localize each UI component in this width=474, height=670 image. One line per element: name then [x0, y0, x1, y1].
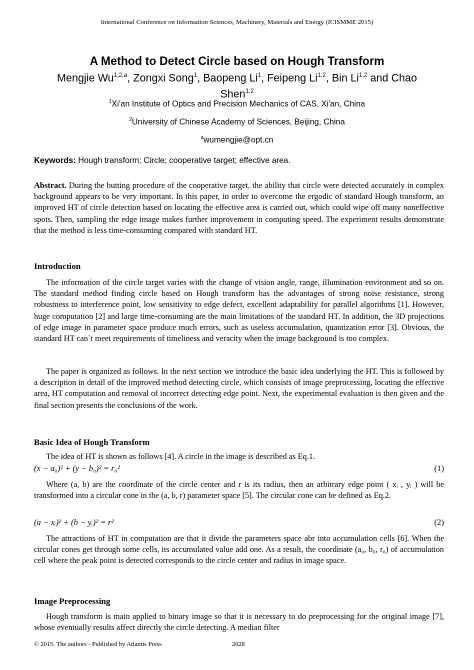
basic-idea-paragraph-2: Where (a, b) are the coordinate of the circle center and r is its radius, then an arbitrary edge point ( xᵢ , yᵢ ) will be transformed into a circular cone in the (a, b, r) parameter space [5]. The circular cone can be defined as Eq.2. [34, 480, 444, 501]
keywords [34, 156, 444, 165]
affiliation-text: Xi'an Institute of Optics and Precision Mechanics of CAS, Xi'an, China [111, 99, 366, 109]
author-sup: 1,2 [317, 73, 326, 79]
section-heading-image-preprocessing: Image Preprocessing [34, 596, 111, 606]
author-name: Baopeng Li [203, 72, 258, 85]
section-heading-introduction: Introduction [34, 261, 81, 271]
author-sup: 1 [193, 73, 198, 79]
author-separator: , [325, 72, 332, 85]
equation-1 [34, 464, 444, 476]
author-sup: 1 [257, 73, 262, 79]
equation-2 [34, 518, 444, 530]
basic-idea-paragraph-3: The attractions of HT in computation are that it divide the parameters space abr into accumulation cells [6]. When the circular cones get through some cells, its accumulated value add one. As a result, the coordinate (a₀, b₀, r₀) of accumulation cell where the peak point is detected corresponds to the circle center and radius in image space. [34, 534, 444, 566]
preprocessing-paragraph-1: Hough transform is main applied to binary image so that it is necessary to do preprocessing for the original image [7], whose eventually results affect directly the circle detecting. A median filter [34, 612, 444, 633]
footer-page-number: 2028 [232, 641, 245, 648]
affiliation-1 [0, 99, 474, 109]
equation-2-formula: (a − xᵢ)² + (b − yᵢ)² = r² [34, 518, 114, 527]
author-email [0, 135, 474, 145]
keywords-label: Keywords: [34, 156, 76, 165]
footer-copyright: © 2015. The authors - Published by Atlantis Press [34, 641, 162, 648]
abstract-text: During the butting procedure of the cooperative target, the ability that circle were detected accurately in complex background appears to be very important. In this paper, in order to overcome the ergodic of standard Hough transform, an improved HT of circle detection based on locating the effective area is carried out, which could wipe off many noneffective spots. Then, sampling the edge image makes further improvement in computing speed. The experiment results demonstrate that the method is less time-consuming compared with standard HT. [34, 181, 444, 235]
author-name: Bin Li [331, 72, 359, 85]
author-separator: , [127, 72, 134, 85]
section-heading-basic-idea: Basic Idea of Hough Transform [34, 437, 150, 447]
author-list [40, 70, 434, 101]
affiliation-text: University of Chinese Academy of Sciences, Beijing, China [131, 117, 345, 127]
introduction-paragraph-2: The paper is organized as follows. In the next section we introduce the basic idea underlying the HT. This is followed by a description in detail of the improved method detecting circle, which consists of image preprocessing, locating the effective area, HT computation and removal of incorrect detecting edge point. Next, the experimental evaluation is then given and the final section presents the conclusions of the work. [34, 367, 444, 410]
author-sup: 1,2,a [113, 73, 128, 79]
affiliation-2 [0, 117, 474, 127]
equation-1-number: (1) [434, 464, 444, 473]
equation-2-number: (2) [434, 518, 444, 527]
introduction-paragraph-1: The information of the circle target varies with the change of vision angle, range, illumination environment and so on. The standard method finding circle based on Hough transform has the advantages of strong noise resistance, strong robustness to interference point, low sensitivity to edge defect, excellent adaptability for parallel algorithms [1]. However, huge computation [2] and large time-consuming are the main limitations of the standard HT. In addition, the 3D projections of edge image in parameter space produce much errors, such as useless accumulation, quantization error [3]. Obvious, the standard HT can`t meet requirements of timeliness and veracity when the image background is too complex. [34, 278, 444, 344]
author-separator: , [261, 72, 268, 85]
affiliation-sup: 1 [108, 99, 112, 105]
author-and: and [367, 72, 392, 85]
paper-title: A Method to Detect Circle based on Hough Transform [89, 55, 385, 68]
abstract [34, 180, 444, 236]
basic-idea-paragraph-1: The idea of HT is shown as follows [4]. A circle in the image is described as Eq.1. [46, 452, 316, 461]
author-name: Zongxi Song [133, 72, 194, 85]
running-head: International Conference on Information Sciences, Machinery, Materials and Energy (ICISMME 2015) [100, 19, 374, 26]
author-sup: 1,2 [245, 88, 254, 95]
email-text: wumengjie@opt.cn [203, 135, 274, 145]
author-name: Feipeng Li [267, 72, 318, 85]
email-sup: a [200, 135, 204, 141]
author-separator: , [197, 72, 204, 85]
author-name: Mengjie Wu [56, 72, 114, 85]
equation-1-formula: (x − a₀)² + (y − b₀)² = r₀² [34, 464, 120, 473]
keywords-text: Hough transform; Circle; cooperative target; effective area. [75, 156, 291, 165]
author-sup: 1,2 [358, 73, 368, 79]
author-name: Chao Shen [220, 72, 418, 101]
affiliation-sup: 2 [129, 117, 132, 123]
abstract-label: Abstract. [34, 181, 67, 190]
